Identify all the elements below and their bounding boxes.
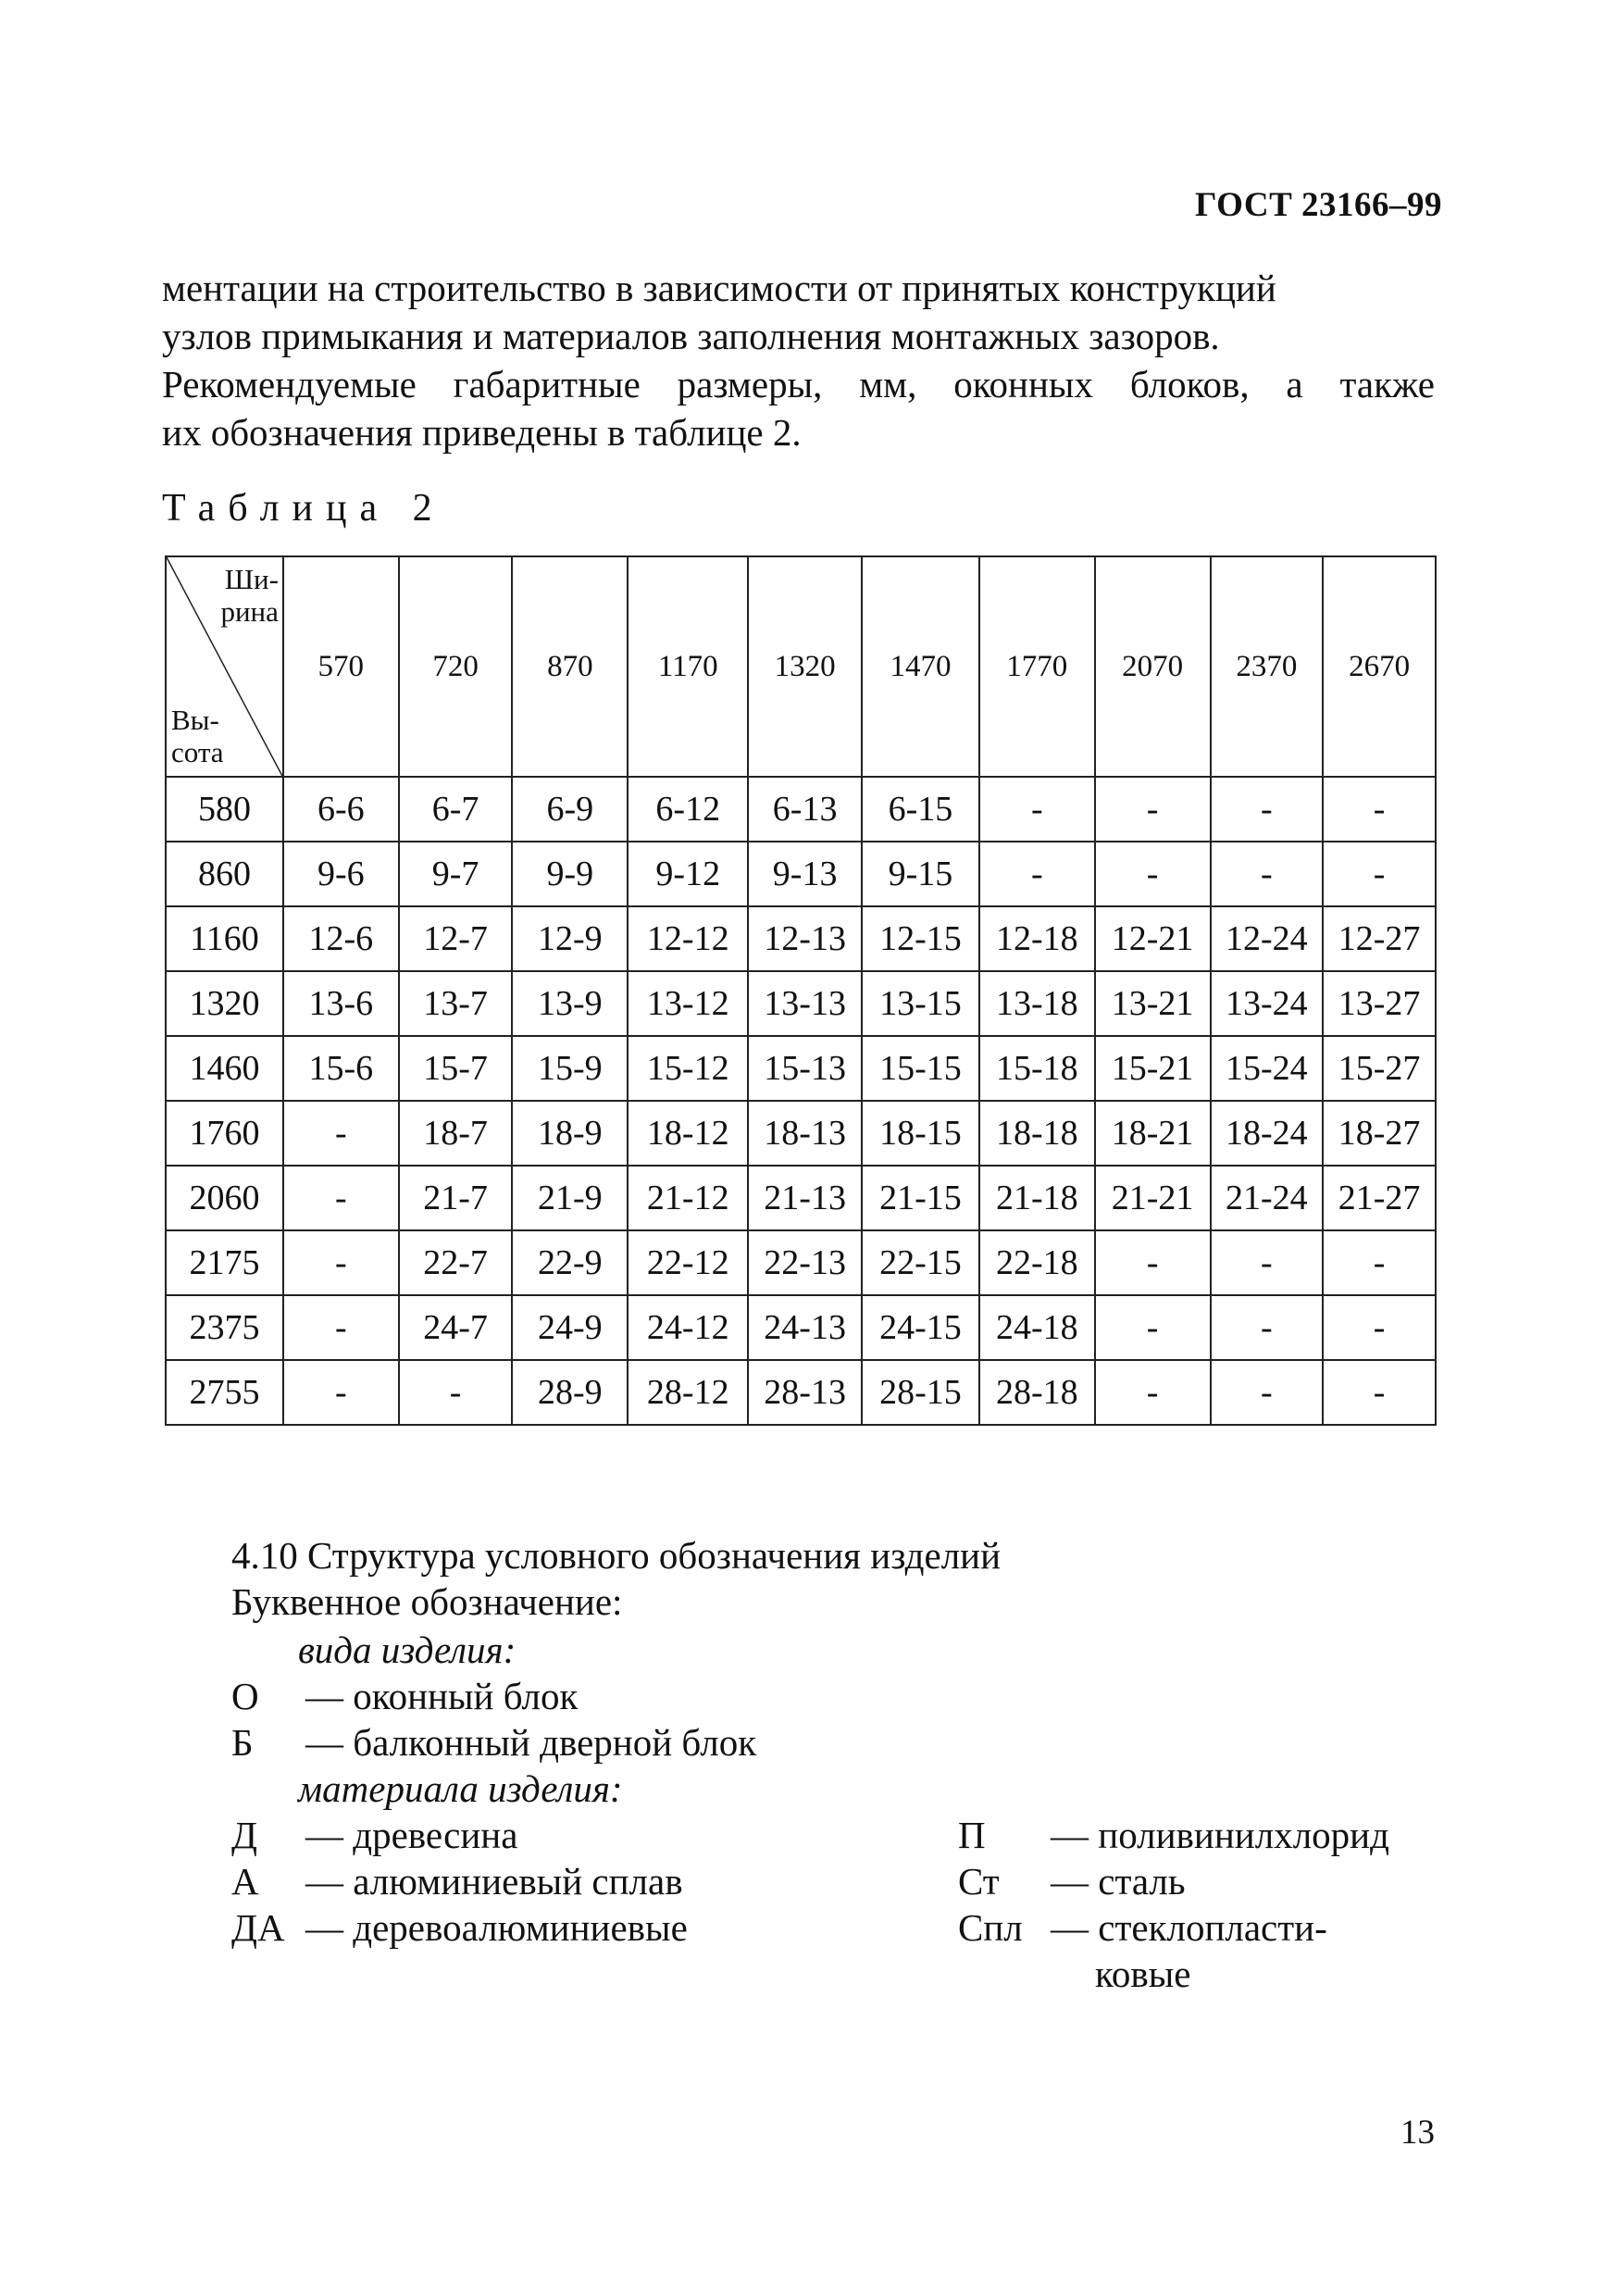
corner-height-line: Вы-	[171, 704, 219, 736]
designation-cell: -	[979, 777, 1095, 842]
designation-cell: 21-15	[862, 1166, 979, 1230]
corner-width-label	[220, 563, 278, 628]
designation-cell: 22-12	[628, 1230, 748, 1295]
designation-cell: -	[1211, 777, 1324, 842]
designation-cell: -	[979, 842, 1095, 906]
kind-abbr: О	[231, 1675, 259, 1717]
designation-cell: -	[283, 1101, 399, 1166]
table-row	[166, 1360, 1436, 1425]
designation-cell: 24-13	[748, 1295, 862, 1360]
section-title: 4.10 Структура условного обозначения изделий	[231, 1534, 1002, 1577]
designation-cell: 6-6	[283, 777, 399, 842]
kind-abbr: Б	[231, 1721, 254, 1764]
height-cell: 2060	[166, 1166, 283, 1230]
designation-cell: 28-9	[512, 1360, 628, 1425]
designation-cell: 18-15	[862, 1101, 979, 1166]
height-cell: 1760	[166, 1101, 283, 1166]
designation-cell: 15-21	[1095, 1036, 1211, 1101]
designation-cell: -	[1211, 842, 1324, 906]
intro-line: узлов примыкания и материалов заполнения монтажных зазоров.	[162, 315, 1220, 357]
width-header-cell: 1770	[979, 556, 1095, 777]
designation-cell: 6-13	[748, 777, 862, 842]
designation-cell: 22-18	[979, 1230, 1095, 1295]
intro-line: Рекомендуемые габаритные размеры, мм, оконных блоков, а также	[162, 363, 1435, 406]
material-abbr: Спл	[958, 1906, 1023, 1949]
designation-cell: 6-15	[862, 777, 979, 842]
designation-cell: 6-9	[512, 777, 628, 842]
designation-cell: -	[283, 1230, 399, 1295]
designation-cell: 24-15	[862, 1295, 979, 1360]
height-cell: 2755	[166, 1360, 283, 1425]
width-header-cell: 1170	[628, 556, 748, 777]
designation-cell: 18-24	[1211, 1101, 1324, 1166]
designation-cell: -	[1095, 1295, 1211, 1360]
table-row	[166, 1230, 1436, 1295]
designation-cell: 28-18	[979, 1360, 1095, 1425]
designation-cell: -	[283, 1295, 399, 1360]
designation-cell: 13-27	[1323, 971, 1436, 1036]
material-desc: — сталь	[1051, 1860, 1186, 1903]
corner-width-line: рина	[220, 595, 279, 628]
corner-width-line: Ши-	[224, 563, 279, 595]
height-cell: 2375	[166, 1295, 283, 1360]
designation-cell: 22-7	[399, 1230, 513, 1295]
designation-cell: -	[283, 1166, 399, 1230]
material-desc: — стеклопласти-	[1051, 1906, 1327, 1949]
designation-cell: 9-7	[399, 842, 513, 906]
height-cell: 580	[166, 777, 283, 842]
designation-cell: 28-13	[748, 1360, 862, 1425]
designation-cell: -	[1095, 1360, 1211, 1425]
designation-cell: 18-13	[748, 1101, 862, 1166]
table-row	[166, 1101, 1436, 1166]
page-number: 13	[1400, 2114, 1435, 2152]
designation-cell: 21-9	[512, 1166, 628, 1230]
designation-cell: 15-27	[1323, 1036, 1436, 1101]
material-abbr: Д	[231, 1814, 257, 1856]
intro-line: их обозначения приведены в таблице 2.	[162, 411, 802, 454]
material-desc: — деревоалюминиевые	[305, 1906, 688, 1949]
material-item	[958, 1858, 1186, 1904]
designation-cell: -	[1323, 842, 1436, 906]
width-header-cell: 1320	[748, 556, 862, 777]
designation-cell: 13-12	[628, 971, 748, 1036]
width-header-cell: 2070	[1095, 556, 1211, 777]
designation-cell: 24-9	[512, 1295, 628, 1360]
designation-cell: 6-12	[628, 777, 748, 842]
designation-cell: 21-7	[399, 1166, 513, 1230]
corner-height-line: сота	[171, 736, 224, 768]
designation-cell: 9-6	[283, 842, 399, 906]
material-item	[958, 1904, 1327, 1951]
designation-cell: -	[1095, 1230, 1211, 1295]
kind-item	[231, 1673, 578, 1719]
designation-cell: -	[1211, 1295, 1324, 1360]
designation-cell: -	[1323, 1230, 1436, 1295]
designation-cell: 12-18	[979, 906, 1095, 971]
designation-cell: 12-27	[1323, 906, 1436, 971]
material-abbr: А	[231, 1860, 259, 1903]
intro-line: ментации на строительство в зависимости от принятых конструкций	[162, 267, 1276, 309]
designation-cell: 18-18	[979, 1101, 1095, 1166]
designation-cell: 22-13	[748, 1230, 862, 1295]
height-cell: 1160	[166, 906, 283, 971]
material-desc: — древесина	[305, 1814, 518, 1856]
designation-cell: 15-24	[1211, 1036, 1324, 1101]
designation-cell: 6-7	[399, 777, 513, 842]
designation-cell: 13-18	[979, 971, 1095, 1036]
designation-cell: 15-13	[748, 1036, 862, 1101]
height-cell: 860	[166, 842, 283, 906]
designation-cell: 18-12	[628, 1101, 748, 1166]
designation-cell: 15-6	[283, 1036, 399, 1101]
designation-cell: 21-24	[1211, 1166, 1324, 1230]
table-row	[166, 777, 1436, 842]
width-header-cell: 720	[399, 556, 513, 777]
corner-height-label	[171, 704, 224, 768]
designation-cell: 21-12	[628, 1166, 748, 1230]
designation-cell: -	[1211, 1360, 1324, 1425]
material-abbr: П	[958, 1814, 986, 1856]
width-header-cell: 870	[512, 556, 628, 777]
designation-cell: 12-7	[399, 906, 513, 971]
table-row	[166, 1166, 1436, 1230]
designation-cell: 12-21	[1095, 906, 1211, 971]
designation-cell: 24-7	[399, 1295, 513, 1360]
kind-item	[231, 1719, 756, 1766]
designation-cell: 18-7	[399, 1101, 513, 1166]
material-item	[231, 1812, 517, 1858]
designation-cell: -	[1323, 777, 1436, 842]
material-desc: — поливинилхлорид	[1051, 1814, 1389, 1856]
intro-paragraph	[162, 264, 1435, 456]
designation-cell: 12-15	[862, 906, 979, 971]
designation-cell: -	[1323, 1295, 1436, 1360]
kind-heading: вида изделия:	[298, 1628, 517, 1671]
designation-cell: 15-9	[512, 1036, 628, 1101]
designation-cell: 12-13	[748, 906, 862, 971]
designation-cell: 24-12	[628, 1295, 748, 1360]
height-cell: 1460	[166, 1036, 283, 1101]
kind-desc: — оконный блок	[305, 1675, 579, 1717]
designation-cell: 9-13	[748, 842, 862, 906]
section-subtitle: Буквенное обозначение:	[231, 1580, 623, 1623]
designation-cell: 21-13	[748, 1166, 862, 1230]
designation-cell: 18-21	[1095, 1101, 1211, 1166]
dimensions-table	[165, 555, 1437, 1426]
material-heading: материала изделия:	[298, 1767, 623, 1810]
table-caption: Таблица 2	[162, 487, 445, 530]
table-header-row	[166, 556, 1436, 777]
material-item	[958, 1812, 1389, 1858]
designation-cell: 15-12	[628, 1036, 748, 1101]
designation-cell: -	[399, 1360, 513, 1425]
designation-cell: 13-6	[283, 971, 399, 1036]
designation-cell: 15-18	[979, 1036, 1095, 1101]
height-cell: 1320	[166, 971, 283, 1036]
designation-cell: 18-27	[1323, 1101, 1436, 1166]
designation-cell: 12-9	[512, 906, 628, 971]
designation-cell: 9-15	[862, 842, 979, 906]
designation-cell: 9-12	[628, 842, 748, 906]
designation-cell: 28-12	[628, 1360, 748, 1425]
document-code: ГОСТ 23166–99	[1195, 186, 1442, 224]
designation-cell: 21-27	[1323, 1166, 1436, 1230]
designation-cell: 15-7	[399, 1036, 513, 1101]
designation-cell: 21-21	[1095, 1166, 1211, 1230]
material-item	[231, 1858, 683, 1904]
designation-cell: 21-18	[979, 1166, 1095, 1230]
designation-cell: 18-9	[512, 1101, 628, 1166]
designation-cell: -	[283, 1360, 399, 1425]
corner-cell	[166, 556, 283, 777]
designation-cell: 9-9	[512, 842, 628, 906]
material-item	[231, 1904, 688, 1951]
material-abbr: ДА	[231, 1906, 285, 1949]
designation-cell: 24-18	[979, 1295, 1095, 1360]
designation-cell: 15-15	[862, 1036, 979, 1101]
material-desc-continuation: ковые	[1095, 1953, 1191, 1995]
designation-cell: 12-6	[283, 906, 399, 971]
kind-desc: — балконный дверной блок	[305, 1721, 757, 1764]
material-desc: — алюминиевый сплав	[305, 1860, 683, 1903]
width-header-cell: 2370	[1211, 556, 1324, 777]
width-header-cell: 1470	[862, 556, 979, 777]
table-row	[166, 842, 1436, 906]
designation-cell: 28-15	[862, 1360, 979, 1425]
designation-cell: 13-13	[748, 971, 862, 1036]
designation-cell: -	[1323, 1360, 1436, 1425]
width-header-cell: 570	[283, 556, 399, 777]
table-row	[166, 1295, 1436, 1360]
designation-cell: -	[1211, 1230, 1324, 1295]
designation-cell: 12-24	[1211, 906, 1324, 971]
designation-cell: 12-12	[628, 906, 748, 971]
designation-cell: 13-9	[512, 971, 628, 1036]
designation-cell: 22-15	[862, 1230, 979, 1295]
designation-cell: -	[1095, 777, 1211, 842]
designation-cell: -	[1095, 842, 1211, 906]
height-cell: 2175	[166, 1230, 283, 1295]
material-abbr: Ст	[958, 1860, 1000, 1903]
designation-cell: 13-24	[1211, 971, 1324, 1036]
designation-cell: 13-7	[399, 971, 513, 1036]
designation-cell: 13-15	[862, 971, 979, 1036]
designation-cell: 13-21	[1095, 971, 1211, 1036]
width-header-cell: 2670	[1323, 556, 1436, 777]
designation-cell: 22-9	[512, 1230, 628, 1295]
table-row	[166, 971, 1436, 1036]
table-row	[166, 1036, 1436, 1101]
table-row	[166, 906, 1436, 971]
